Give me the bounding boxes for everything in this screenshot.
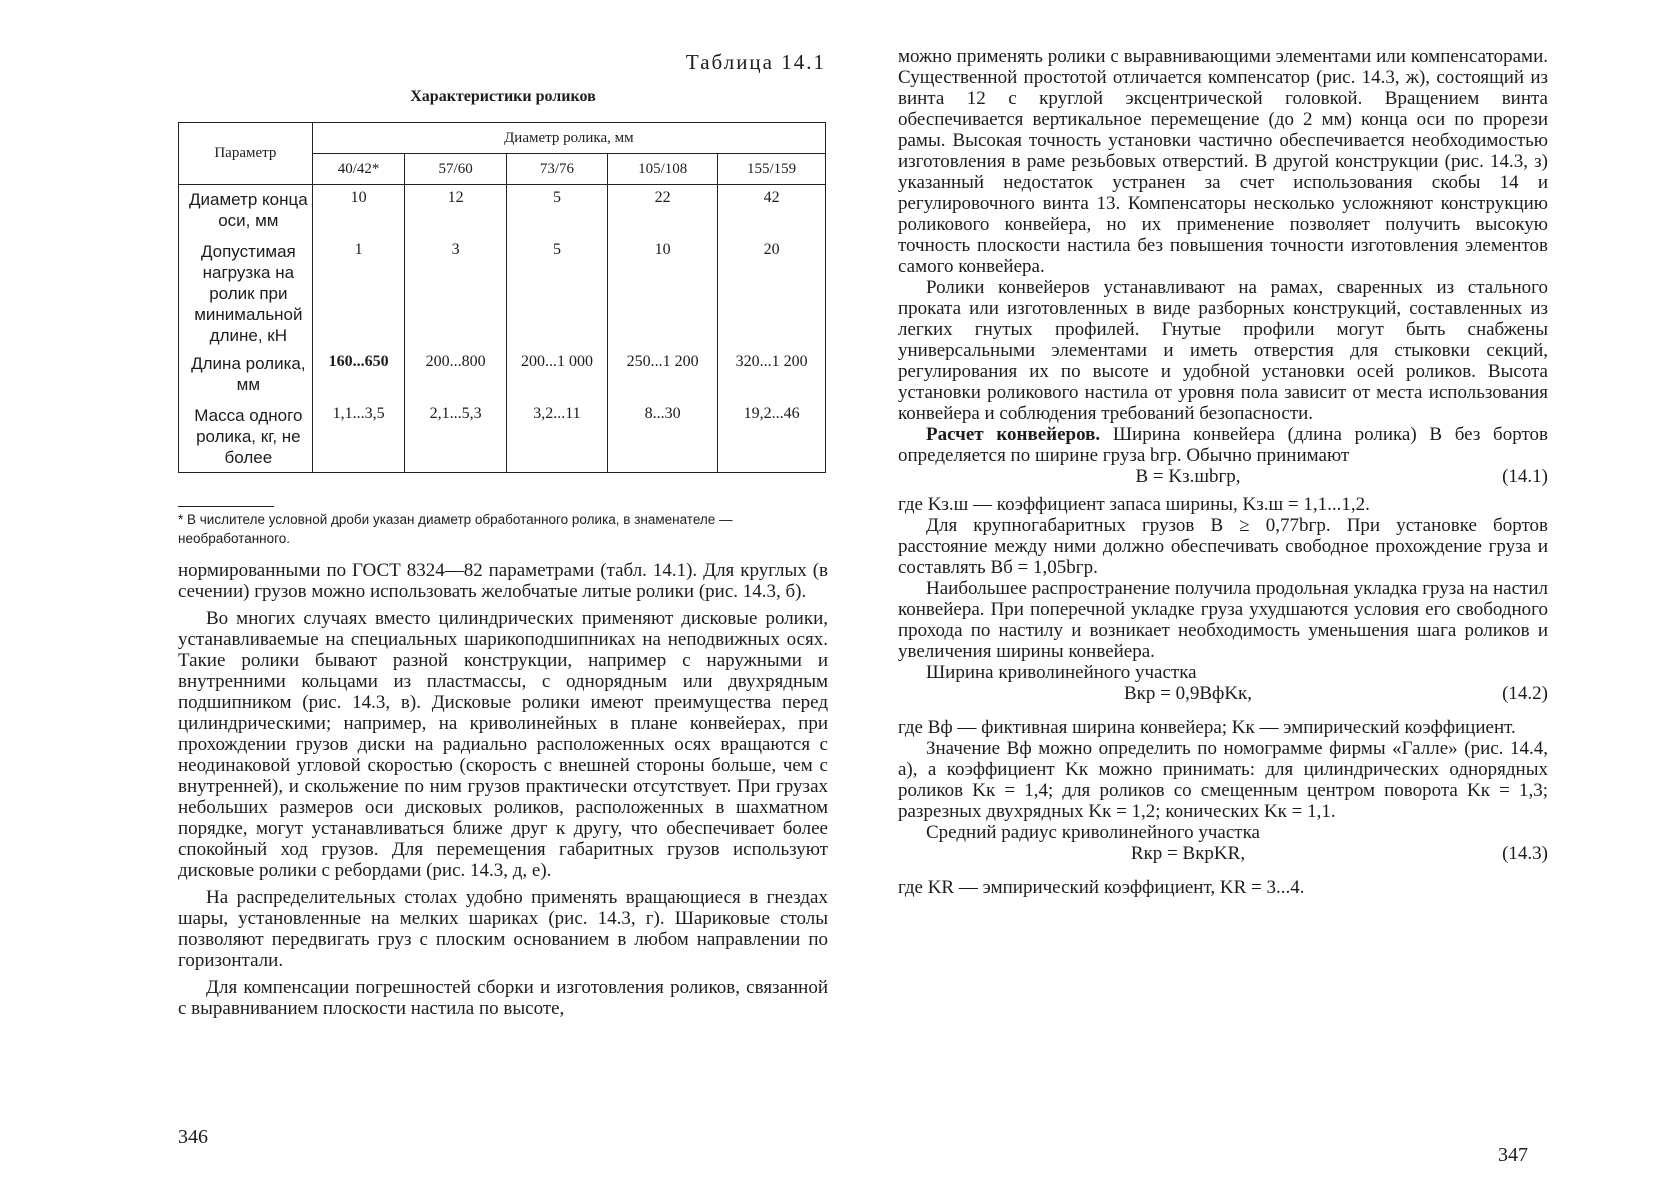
- table-number: Таблица 14.1: [685, 50, 826, 74]
- right-body-text: [898, 46, 1548, 898]
- paragraph: где KR — эмпирический коэффициент, KR = 3...4.: [898, 877, 1305, 898]
- table-column-header: 105/108: [608, 154, 718, 185]
- table-cell-param: Допустимая нагрузка на ролик при минимальной длине, кН: [179, 237, 313, 349]
- table-cell: 160...650: [312, 349, 405, 401]
- paragraph: Для компенсации погрешностей сборки и изготовления роликов, связанной с выравниванием плоскости настила по высоте,: [178, 977, 828, 1019]
- table-cell: 320...1 200: [718, 349, 826, 401]
- equation-number: (14.2): [1502, 683, 1548, 704]
- equation-number: (14.1): [1502, 466, 1548, 487]
- table-title: Характеристики роликов: [410, 88, 596, 105]
- table-cell: 2,1...5,3: [405, 401, 506, 473]
- table-cell: 8...30: [608, 401, 718, 473]
- table-cell: 250...1 200: [608, 349, 718, 401]
- equation: Bкр = 0,9BфKк,: [1123, 683, 1253, 704]
- paragraph: На распределительных столах удобно применять вращающиеся в гнездах шары, установленные на мелких шариках (рис. 14.3, г). Шариковые столы позволяют передвигать груз с плоским основанием в любом направлении по горизонтали.: [178, 887, 828, 971]
- table-cell: 12: [405, 185, 506, 237]
- paragraph: Во многих случаях вместо цилиндрических применяют дисковые ролики, устанавливаемые на специальных шарикоподшипниках на неподвижных осях. Такие ролики бывают разной конструкции, например с наружными и внутренними кольцами из пластмассы, с однорядным или двухрядным подшипником (рис. 14.3, в). Дисковые ролики имеют преимущества перед цилиндрическими; например, на криволинейных в плане конвейерах, при прохождении грузов диски на радиально расположенных осях вращаются с неодинаковой угловой скоростью (скорость с внешней стороны больше, чем с внутренней), и скольжение по ним грузов практически отсутствует. При грузах небольших размеров оси дисковых роликов, расположенных в шахматном порядке, могут устанавливаться ближе друг к другу, что обеспечивает более спокойный ход грузов. Для перемещения габаритных грузов используют дисковые ролики с ребордами (рис. 14.3, д, е).: [178, 608, 828, 881]
- equation: Rкр = BкрKR,: [1130, 843, 1246, 864]
- table-cell-param: Диаметр конца оси, мм: [179, 185, 313, 237]
- table-row: [179, 185, 826, 237]
- paragraph: нормированными по ГОСТ 8324—82 параметрами (табл. 14.1). Для круглых (в сечении) грузов можно использовать желобчатые литые ролики (рис. 14.3, б).: [178, 560, 828, 602]
- paragraph: Средний радиус криволинейного участка: [926, 822, 1260, 843]
- equation-14-2: [898, 683, 1548, 717]
- table-cell: 1,1...3,5: [312, 401, 405, 473]
- table-cell: 19,2...46: [718, 401, 826, 473]
- table-cell: 5: [506, 185, 607, 237]
- equation: B = Kз.шbгр,: [1135, 466, 1241, 487]
- table-cell: 42: [718, 185, 826, 237]
- table-cell: 20: [718, 237, 826, 349]
- table-cell: 3,2...11: [506, 401, 607, 473]
- paragraph: можно применять ролики с выравнивающими элементами или компенсаторами. Существенной простотой отличается компенсатор (рис. 14.3, ж), состоящий из винта 12 с круглой эксцентрической головкой. Вращением винта обеспечивается вертикальное перемещение (до 2 мм) конца оси по прорези рамы. Высокая точность установки частично обеспечивается необходимостью изготовления в раме резьбовых отверстий. В другой конструкции (рис. 14.3, з) указанный недостаток устранен за счет использования скобы 14 и регулировочного винта 13. Компенсаторы несколько усложняют конструкцию роликового конвейера, но их применение позволяет получить высокую точность плоскости настила без повышения точности изготовления элементов самого конвейера.: [898, 46, 1548, 277]
- table-cell: 1: [312, 237, 405, 349]
- rollers-table: [178, 122, 826, 473]
- footnote-rule: [178, 506, 274, 507]
- table-row: [179, 349, 826, 401]
- left-page: [178, 0, 828, 1189]
- paragraph: где Bф — фиктивная ширина конвейера; Kк — эмпирический коэффициент.: [898, 717, 1516, 738]
- paragraph: Значение Bф можно определить по номограмме фирмы «Галле» (рис. 14.4, а), а коэффициент Kк можно принимать: для цилиндрических однорядных роликов Kк = 1,4; для роликов со смещенным центром поворота Kк = 1,3; разрезных двухрядных Kк = 1,2; конических Kк = 1,1.: [898, 738, 1548, 822]
- section-heading: Расчет конвейеров.: [926, 424, 1101, 445]
- table-cell: 200...800: [405, 349, 506, 401]
- paragraph: Ширина криволинейного участка: [926, 662, 1197, 683]
- table-cell: 5: [506, 237, 607, 349]
- table-row: [179, 237, 826, 349]
- table-cell-param: Масса одного ролика, кг, не более: [179, 401, 313, 473]
- table-header-diameter: Диаметр ролика, мм: [312, 123, 825, 154]
- table-column-header: 155/159: [718, 154, 826, 185]
- page-number: 346: [178, 1126, 208, 1148]
- table-header-param: Параметр: [179, 123, 313, 185]
- left-body-text: [178, 560, 828, 1019]
- equation-14-3: [898, 843, 1548, 877]
- table-cell: 200...1 000: [506, 349, 607, 401]
- table-cell: 10: [312, 185, 405, 237]
- right-page: [898, 0, 1548, 1189]
- table-column-header: 57/60: [405, 154, 506, 185]
- paragraph: Для крупногабаритных грузов B ≥ 0,77bгр. При установке бортов расстояние между ними должно обеспечивать свободное прохождение груза и составлять Bб = 1,05bгр.: [898, 515, 1548, 578]
- table-cell-param: Длина ролика, мм: [179, 349, 313, 401]
- table-cell: 3: [405, 237, 506, 349]
- table-row: [179, 401, 826, 473]
- page-number: 347: [1498, 1144, 1528, 1166]
- table-cell: 10: [608, 237, 718, 349]
- paragraph: Наибольшее распространение получила продольная укладка груза на настил конвейера. При поперечной укладке груза ухудшаются условия его свободного прохода по настилу и возникает необходимость уменьшения шага роликов и увеличения ширины конвейера.: [898, 578, 1548, 662]
- equation-14-1: [898, 466, 1548, 494]
- paragraph: Ролики конвейеров устанавливают на рамах, сваренных из стального проката или изготовленных в виде разборных конструкций, составленных из легких гнутых профилей. Гнутые профили могут быть снабжены универсальными элементами и иметь отверстия для стыковки секций, регулирования их по высоте и удобной установки осей роликов. Высота установки роликового настила от уровня пола зависит от места использования конвейера и соблюдения требований безопасности.: [898, 277, 1548, 424]
- paragraph: [898, 424, 1548, 466]
- table-column-header: 40/42*: [312, 154, 405, 185]
- paragraph-text: Ширина конвейера (длина ролика) B без бортов определяется по ширине груза bгр. Обычно принимают: [898, 424, 1548, 466]
- table-column-header: 73/76: [506, 154, 607, 185]
- table-footnote: * В числителе условной дроби указан диаметр обработанного ролика, в знаменателе — необработанного.: [178, 512, 733, 546]
- table-cell: 22: [608, 185, 718, 237]
- equation-number: (14.3): [1502, 843, 1548, 864]
- paragraph: где Kз.ш — коэффициент запаса ширины, Kз.ш = 1,1...1,2.: [898, 494, 1370, 515]
